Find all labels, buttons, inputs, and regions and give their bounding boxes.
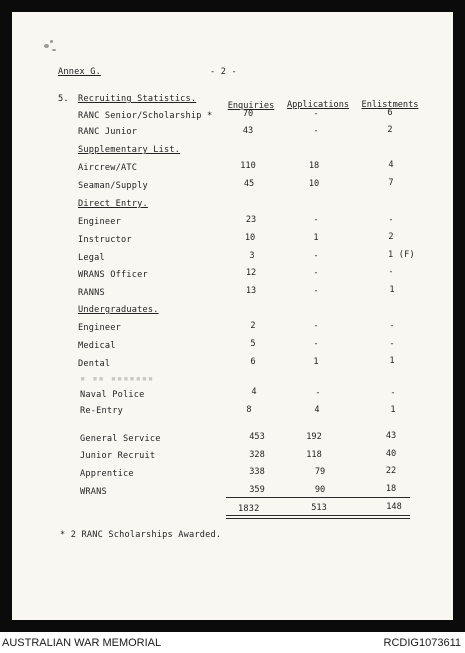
row-label: Dental: [78, 359, 111, 369]
column-header-enquiries: Enquiries: [227, 101, 275, 111]
row-label: Naval Police: [80, 390, 145, 400]
row-label: General Service: [80, 434, 161, 444]
enquiries-value: 2: [250, 321, 256, 331]
row-label: Seaman/Supply: [78, 181, 148, 191]
archive-name: AUSTRALIAN WAR MEMORIAL: [2, 637, 162, 649]
row-label: Medical: [78, 341, 116, 351]
row-label: Aircrew/ATC: [78, 163, 138, 173]
applications-value: 4: [314, 405, 320, 415]
enlistments-value: -: [389, 339, 395, 349]
paper-mark: [50, 40, 53, 43]
enquiries-value: 45: [243, 179, 255, 189]
enquiries-value: 23: [245, 215, 257, 225]
enlistments-value: 43: [385, 431, 397, 441]
enlistments-value: 1: [389, 285, 395, 295]
enlistments-value: -: [390, 388, 396, 398]
totals-rule-double-1: [226, 515, 410, 516]
enquiries-value: 12: [245, 268, 257, 278]
row-label: RANC Junior: [78, 127, 138, 137]
column-header-applications: Applications: [286, 100, 350, 110]
section-title: Recruiting Statistics.: [78, 94, 197, 104]
section-number: 5.: [58, 94, 69, 104]
total-enlistments: 148: [386, 502, 402, 512]
enlistments-value: 2: [387, 125, 393, 135]
applications-value: -: [313, 109, 319, 119]
enquiries-value: 453: [249, 432, 265, 442]
enlistments-value: 22: [385, 466, 397, 476]
paper-mark: [52, 49, 56, 51]
row-label: Apprentice: [80, 469, 134, 479]
totals-rule-double-2: [226, 518, 410, 519]
row-label: Legal: [78, 253, 105, 263]
faded-heading: ▪ ▪▪ ▪▪▪▪▪▪▪: [80, 374, 155, 384]
enquiries-value: 6: [250, 357, 256, 367]
total-enquiries: 1832: [238, 504, 260, 514]
group-heading-supplementary: Supplementary List.: [78, 145, 181, 155]
applications-value: -: [313, 215, 319, 225]
footnote: * 2 RANC Scholarships Awarded.: [60, 530, 222, 540]
enquiries-value: 359: [249, 485, 265, 495]
enquiries-value: 70: [242, 109, 254, 119]
enlistments-value: -: [388, 215, 394, 225]
applications-value: 192: [306, 432, 322, 442]
applications-value: 1: [313, 357, 319, 367]
record-id: RCDIG1073611: [383, 637, 461, 649]
row-label: Engineer: [78, 323, 121, 333]
annex-label: Annex G.: [58, 67, 101, 77]
enlistments-value: -: [388, 267, 394, 277]
applications-value: -: [313, 339, 319, 349]
row-label: WRANS: [80, 487, 107, 497]
enquiries-value: 110: [240, 161, 256, 171]
enquiries-value: 13: [245, 286, 257, 296]
enquiries-value: 338: [249, 467, 265, 477]
applications-value: -: [313, 286, 319, 296]
applications-value: 118: [306, 450, 322, 460]
archive-footer: [0, 632, 465, 653]
row-label: RANC Senior/Scholarship *: [78, 111, 213, 121]
enlistments-value: 1 (F): [388, 250, 415, 260]
applications-value: 10: [308, 179, 320, 189]
row-label: Re-Entry: [80, 406, 123, 416]
enlistments-value: 1: [389, 356, 395, 366]
enquiries-value: 43: [242, 126, 254, 136]
applications-value: -: [315, 388, 321, 398]
enquiries-value: 8: [246, 405, 252, 415]
enquiries-value: 3: [249, 251, 255, 261]
enlistments-value: 4: [388, 160, 394, 170]
row-label: WRANS Officer: [78, 270, 148, 280]
row-label: Junior Recruit: [80, 451, 156, 461]
applications-value: -: [313, 251, 319, 261]
applications-value: 1: [313, 233, 319, 243]
applications-value: -: [313, 321, 319, 331]
enlistments-value: 2: [388, 232, 394, 242]
enquiries-value: 4: [251, 387, 257, 397]
enlistments-value: 40: [385, 449, 397, 459]
totals-rule-top: [226, 497, 410, 498]
enlistments-value: 1: [390, 405, 396, 415]
applications-value: 18: [308, 161, 320, 171]
row-label: RANNS: [78, 288, 105, 298]
applications-value: -: [313, 126, 319, 136]
applications-value: -: [313, 268, 319, 278]
enquiries-value: 328: [249, 450, 265, 460]
enlistments-value: -: [389, 321, 395, 331]
row-label: Engineer: [78, 217, 121, 227]
applications-value: 79: [314, 467, 326, 477]
row-label: Instructor: [78, 235, 132, 245]
total-applications: 513: [311, 503, 327, 513]
enlistments-value: 7: [388, 178, 394, 188]
enquiries-value: 5: [250, 339, 256, 349]
group-heading-direct-entry: Direct Entry.: [78, 199, 148, 209]
applications-value: 90: [314, 485, 326, 495]
enlistments-value: 6: [387, 108, 393, 118]
column-header-enlistments: Enlistments: [361, 100, 419, 110]
page-number: - 2 -: [210, 67, 237, 77]
enlistments-value: 18: [385, 484, 397, 494]
group-heading-undergraduates: Undergraduates.: [78, 305, 159, 315]
enquiries-value: 10: [244, 233, 256, 243]
paper-mark: [44, 44, 49, 48]
